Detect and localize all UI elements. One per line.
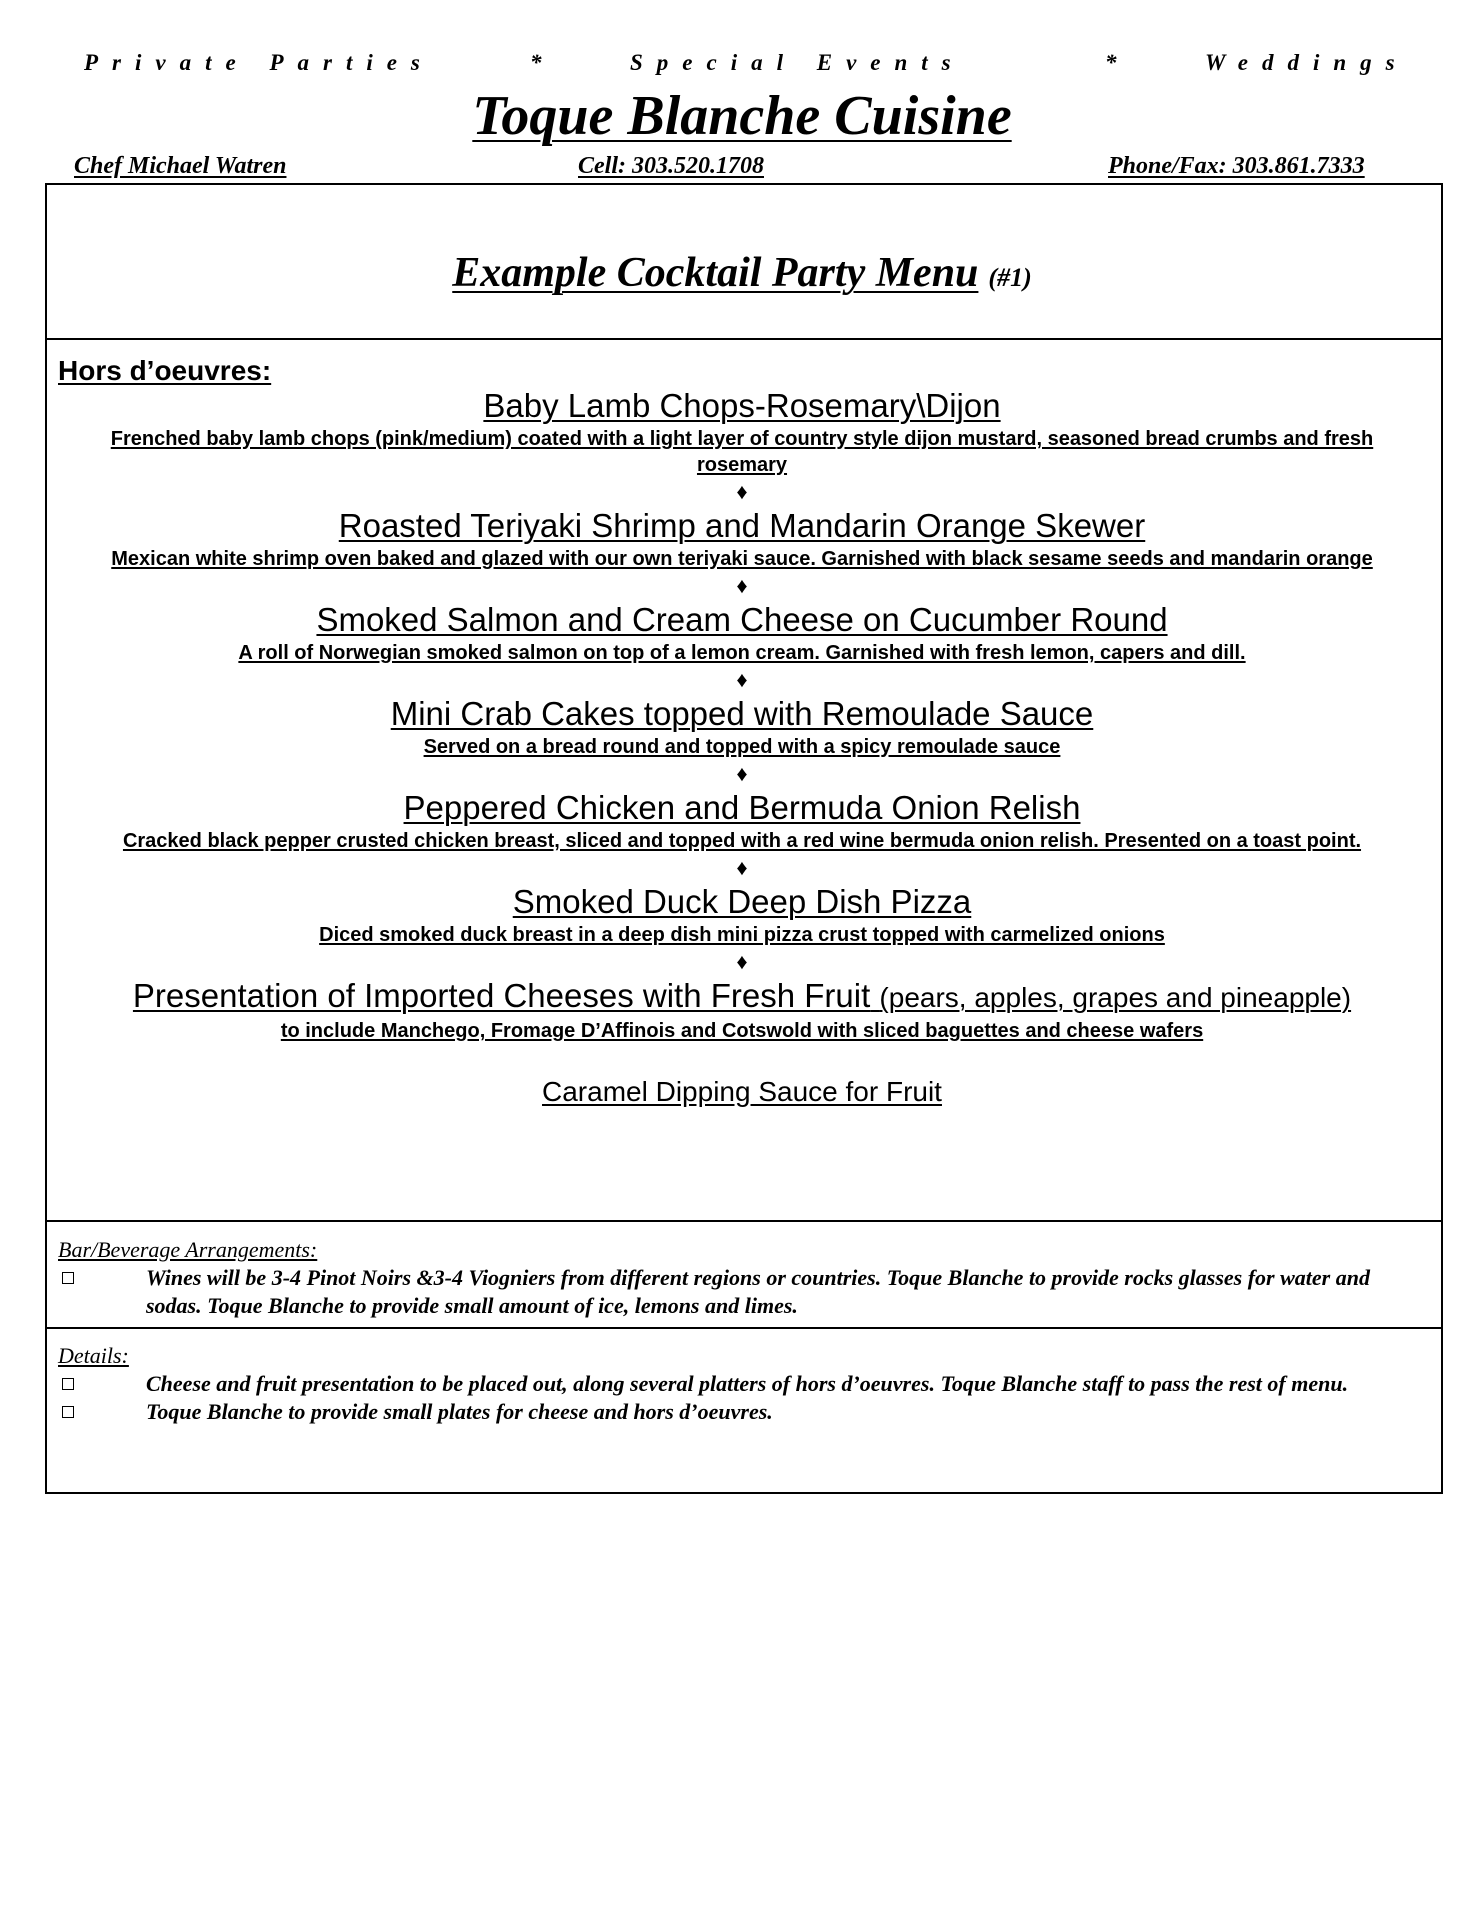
item-name-text: Presentation of Imported Cheeses with Fresh Fruit [132, 977, 871, 1014]
tagline [0, 50, 1484, 82]
diamond-separator-icon: ♦ [736, 667, 748, 692]
details-bullet-text: Cheese and fruit presentation to be placed out, along several platters of hors d’oeuvres. Toque Blanche staff to pass the rest of menu. [146, 1371, 1349, 1396]
item-description: A roll of Norwegian smoked salmon on top of a lemon cream. Garnished with fresh lemon, capers and dill. [238, 642, 1246, 664]
item-name: Smoked Salmon and Cream Cheese on Cucumber Round [316, 601, 1168, 638]
details-title: Details: [58, 1343, 129, 1368]
tagline-separator: * [530, 50, 556, 75]
phone-fax-number: Phone/Fax: 303.861.7333 [1108, 153, 1365, 179]
item-name: Roasted Teriyaki Shrimp and Mandarin Orange Skewer [338, 507, 1146, 544]
item-description: Mexican white shrimp oven baked and glazed with our own teriyaki sauce. Garnished with black sesame seeds and mandarin orange [111, 548, 1373, 570]
diamond-separator-icon: ♦ [736, 949, 748, 974]
tagline-weddings: Weddings [1205, 50, 1409, 75]
item-name: Baby Lamb Chops-Rosemary\Dijon [483, 387, 1001, 424]
item-name: Smoked Duck Deep Dish Pizza [512, 883, 972, 920]
diamond-separator-icon: ♦ [736, 479, 748, 504]
details-bullet-text: Toque Blanche to provide small plates for cheese and hors d’oeuvres. [146, 1399, 773, 1424]
details-section [58, 1342, 1428, 1426]
diamond-separator-icon: ♦ [736, 573, 748, 598]
brand-title: Toque Blanche Cuisine [472, 85, 1012, 147]
menu-items [60, 386, 1424, 1110]
item-description: Frenched baby lamb chops (pink/medium) coated with a light layer of country style dijon mustard, seasoned bread crumbs and fresh rosemary [110, 428, 1374, 476]
checkbox-bullet-icon [62, 1406, 74, 1418]
menu-title [0, 246, 1484, 305]
bar-bullet [58, 1264, 1428, 1320]
tagline-separator: * [1105, 50, 1131, 75]
menu-title-text: Example Cocktail Party Menu [452, 250, 979, 296]
cell-number: Cell: 303.520.1708 [578, 153, 764, 179]
details-bullet [58, 1370, 1428, 1398]
item-name-note: (pears, apples, grapes and pineapple) [879, 982, 1352, 1013]
tagline-private-parties: Private Parties [84, 50, 434, 75]
diamond-separator-icon: ♦ [736, 855, 748, 880]
divider [45, 338, 1443, 340]
divider [45, 1220, 1443, 1222]
item-description: Served on a bread round and topped with a spicy remoulade sauce [423, 736, 1061, 758]
item-name: Mini Crab Cakes topped with Remoulade Sauce [390, 695, 1094, 732]
item-description: Cracked black pepper crusted chicken breast, sliced and topped with a red wine bermuda onion relish. Presented on a toast point. [122, 830, 1362, 852]
bar-beverage-title: Bar/Beverage Arrangements: [58, 1237, 318, 1262]
diamond-separator-icon: ♦ [736, 761, 748, 786]
details-bullet [58, 1398, 1428, 1426]
divider [45, 1327, 1443, 1329]
item-description: Diced smoked duck breast in a deep dish mini pizza crust topped with carmelized onions [319, 924, 1165, 946]
item-name: Peppered Chicken and Bermuda Onion Relish [403, 789, 1081, 826]
checkbox-bullet-icon [62, 1272, 74, 1284]
chef-name: Chef Michael Watren [74, 153, 287, 179]
bar-beverage-section [58, 1236, 1428, 1320]
item-name [60, 976, 1424, 1018]
checkbox-bullet-icon [62, 1378, 74, 1390]
section-label-hors-doeuvres: Hors d’oeuvres: [58, 355, 272, 386]
bar-bullet-text: Wines will be 3-4 Pinot Noirs &3-4 Viogniers from different regions or countries. Toque Blanche to provide rocks glasses for water and sodas. Toque Blanche to provide small amount of ice, lemons and limes. [146, 1265, 1370, 1318]
menu-number: (#1) [988, 263, 1032, 292]
tagline-special-events: Special Events [630, 50, 965, 75]
caramel-sauce-line: Caramel Dipping Sauce for Fruit [542, 1076, 942, 1107]
item-description: to include Manchego, Fromage D’Affinois and Cotswold with sliced baguettes and cheese wafers [280, 1020, 1204, 1042]
